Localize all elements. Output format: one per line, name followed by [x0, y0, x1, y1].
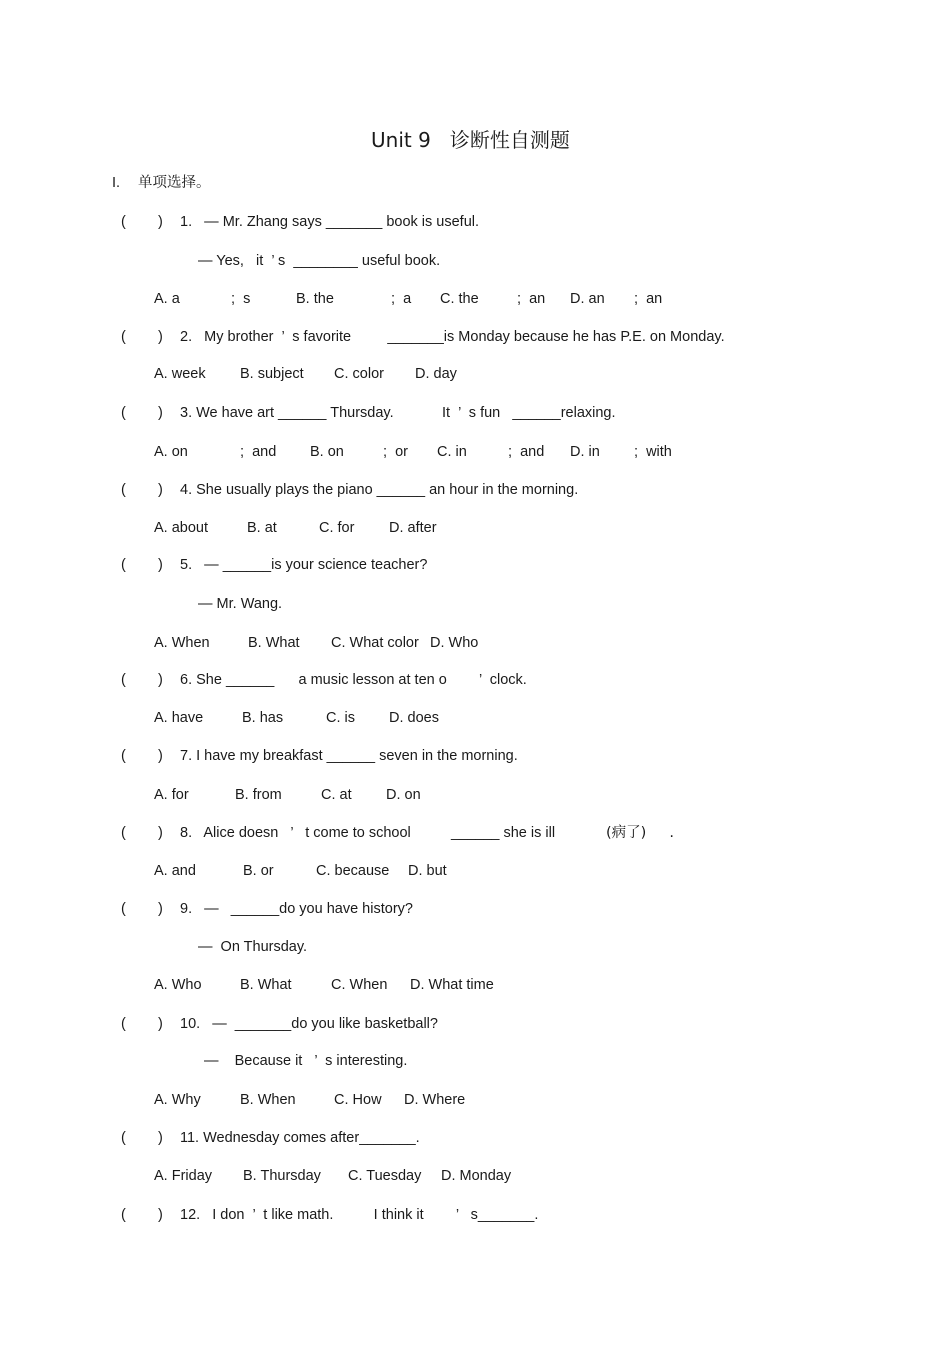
section-label: 单项选择。 [138, 175, 211, 191]
option-a: A. and [154, 863, 196, 879]
question-stem: 6. She ______ a music lesson at ten o ’ clock. [180, 672, 527, 688]
question-stem: 11. Wednesday comes after_______. [180, 1130, 420, 1146]
question-stem: 7. I have my breakfast ______ seven in the morning. [180, 748, 518, 764]
question-reply: — Yes, it ’ s ________ useful book. [198, 253, 441, 269]
answer-bracket[interactable]: ( ) [121, 748, 163, 764]
option-b-second: ; a [391, 291, 412, 307]
option-c: C. for [319, 520, 355, 536]
page-title: Unit 9 诊断性自测题 [371, 128, 570, 152]
question-reply: — Mr. Wang. [198, 596, 283, 612]
answer-bracket[interactable]: ( ) [121, 901, 163, 917]
question-stem: 4. She usually plays the piano ______ an hour in the morning. [180, 482, 579, 498]
option-d: D. but [408, 863, 447, 879]
option-b: B. subject [240, 366, 304, 382]
answer-bracket[interactable]: ( ) [121, 1016, 163, 1032]
option-b: B. What [240, 977, 292, 993]
question-stem: 10. — _______do you like basketball? [180, 1016, 438, 1032]
option-b-second: ; or [383, 444, 408, 460]
option-b: B. on [310, 444, 344, 460]
option-a: A. When [154, 635, 210, 651]
option-d: D. does [389, 710, 439, 726]
section-number: I. [112, 175, 121, 191]
option-c: C. because [316, 863, 390, 879]
option-c-second: ; and [508, 444, 545, 460]
option-c: C. Tuesday [348, 1168, 422, 1184]
option-d-second: ; an [634, 291, 663, 307]
option-b: B. has [242, 710, 284, 726]
option-c-second: ; an [517, 291, 546, 307]
option-b: B. What [248, 635, 300, 651]
option-c: C. color [334, 366, 384, 382]
question-stem: 1. — Mr. Zhang says _______ book is useful. [180, 214, 480, 230]
option-c: C. the [440, 291, 479, 307]
answer-bracket[interactable]: ( ) [121, 825, 163, 841]
answer-bracket[interactable]: ( ) [121, 1207, 163, 1223]
question-stem: 12. I don ’ t like math. I think it ’ s_______. [180, 1207, 539, 1223]
option-a-second: ; s [231, 291, 251, 307]
option-d: D. What time [410, 977, 494, 993]
question-stem: 3. We have art ______ Thursday. It ’ s fun ______relaxing. [180, 405, 616, 421]
question-stem: 9. — ______do you have history? [180, 901, 413, 917]
option-c: C. How [334, 1092, 382, 1108]
option-c: C. What color [331, 635, 419, 651]
option-d: D. day [415, 366, 457, 382]
option-d: D. Monday [441, 1168, 512, 1184]
option-a: A. a [154, 291, 180, 307]
answer-bracket[interactable]: ( ) [121, 482, 163, 498]
option-a: A. Why [154, 1092, 201, 1108]
option-b: B. from [235, 787, 282, 803]
question-note: (病了) . [606, 825, 674, 841]
option-a: A. Who [154, 977, 202, 993]
question-reply: — Because it ’ s interesting. [204, 1053, 408, 1069]
option-d-second: ; with [634, 444, 672, 460]
option-c: C. When [331, 977, 388, 993]
option-d: D. Where [404, 1092, 466, 1108]
option-d: D. on [386, 787, 421, 803]
option-c: C. in [437, 444, 467, 460]
answer-bracket[interactable]: ( ) [121, 214, 163, 230]
option-b: B. Thursday [243, 1168, 321, 1184]
answer-bracket[interactable]: ( ) [121, 1130, 163, 1146]
option-d: D. an [570, 291, 605, 307]
option-d: D. in [570, 444, 600, 460]
question-stem: 5. — ______is your science teacher? [180, 557, 428, 573]
option-a: A. have [154, 710, 204, 726]
option-b: B. at [247, 520, 277, 536]
option-c: C. is [326, 710, 355, 726]
option-a: A. on [154, 444, 188, 460]
answer-bracket[interactable]: ( ) [121, 557, 163, 573]
option-c: C. at [321, 787, 352, 803]
option-d: D. Who [430, 635, 479, 651]
option-b: B. the [296, 291, 334, 307]
answer-bracket[interactable]: ( ) [121, 405, 163, 421]
question-stem: 8. Alice doesn ’ t come to school ______ she is ill [180, 825, 556, 841]
option-a-second: ; and [240, 444, 277, 460]
option-d: D. after [389, 520, 437, 536]
option-a: A. Friday [154, 1168, 213, 1184]
option-a: A. about [154, 520, 209, 536]
option-a: A. week [154, 366, 206, 382]
option-b: B. When [240, 1092, 296, 1108]
option-a: A. for [154, 787, 189, 803]
option-b: B. or [243, 863, 274, 879]
question-reply: — On Thursday. [198, 939, 308, 955]
answer-bracket[interactable]: ( ) [121, 672, 163, 688]
question-stem: 2. My brother ’ s favorite _______is Monday because he has P.E. on Monday. [180, 329, 725, 345]
answer-bracket[interactable]: ( ) [121, 329, 163, 345]
